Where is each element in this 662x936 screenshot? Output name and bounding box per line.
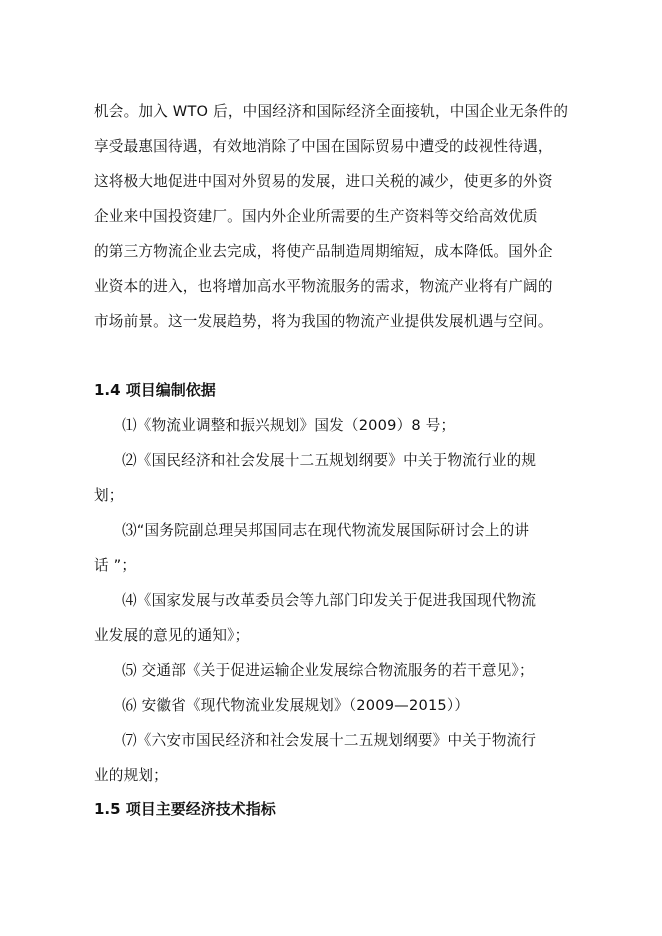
paragraph-line-2: 享受最惠国待遇，有效地消除了中国在国际贸易中遭受的歧视性待遇，	[94, 138, 553, 155]
reference-item-5: ⑸ 交通部《关于促进运输企业发展综合物流服务的若干意见》；	[122, 662, 534, 679]
reference-item-2: ⑵《国民经济和社会发展十二五规划纲要》中关于物流行业的规	[122, 452, 537, 469]
paragraph-line-5: 的第三方物流企业去完成，将使产品制造周期缩短，成本降低。国外企	[94, 243, 553, 260]
paragraph-line-6: 业资本的进入，也将增加高水平物流服务的需求，物流产业将有广阔的	[94, 278, 553, 295]
section-heading-1-5: 1.5 项目主要经济技术指标	[94, 800, 276, 818]
reference-item-2-cont: 划；	[94, 487, 124, 504]
reference-item-4-cont: 业发展的意见的通知》；	[94, 627, 250, 644]
reference-item-7-cont: 业的规划；	[94, 767, 168, 784]
reference-item-4: ⑷《国家发展与改革委员会等九部门印发关于促进我国现代物流	[122, 592, 537, 609]
reference-item-1: ⑴《物流业调整和振兴规划》国发（2009）8 号；	[122, 417, 456, 434]
reference-item-6: ⑹ 安徽省《现代物流业发展规划》（2009—2015））	[122, 697, 470, 714]
reference-item-3: ⑶“国务院副总理吴邦国同志在现代物流发展国际研讨会上的讲	[122, 522, 530, 539]
paragraph-line-4: 企业来中国投资建厂。国内外企业所需要的生产资料等交给高效优质	[94, 208, 538, 225]
paragraph-line-3: 这将极大地促进中国对外贸易的发展，进口关税的减少，使更多的外资	[94, 173, 553, 190]
reference-item-3-cont: 话 ”；	[94, 557, 137, 574]
reference-item-7: ⑺《六安市国民经济和社会发展十二五规划纲要》中关于物流行	[122, 732, 537, 749]
paragraph-line-7: 市场前景。这一发展趋势，将为我国的物流产业提供发展机遇与空间。	[94, 313, 553, 330]
paragraph-line-1: 机会。加入 WTO 后，中国经济和国际经济全面接轨，中国企业无条件的	[94, 103, 569, 120]
section-heading-1-4: 1.4 项目编制依据	[94, 381, 216, 399]
